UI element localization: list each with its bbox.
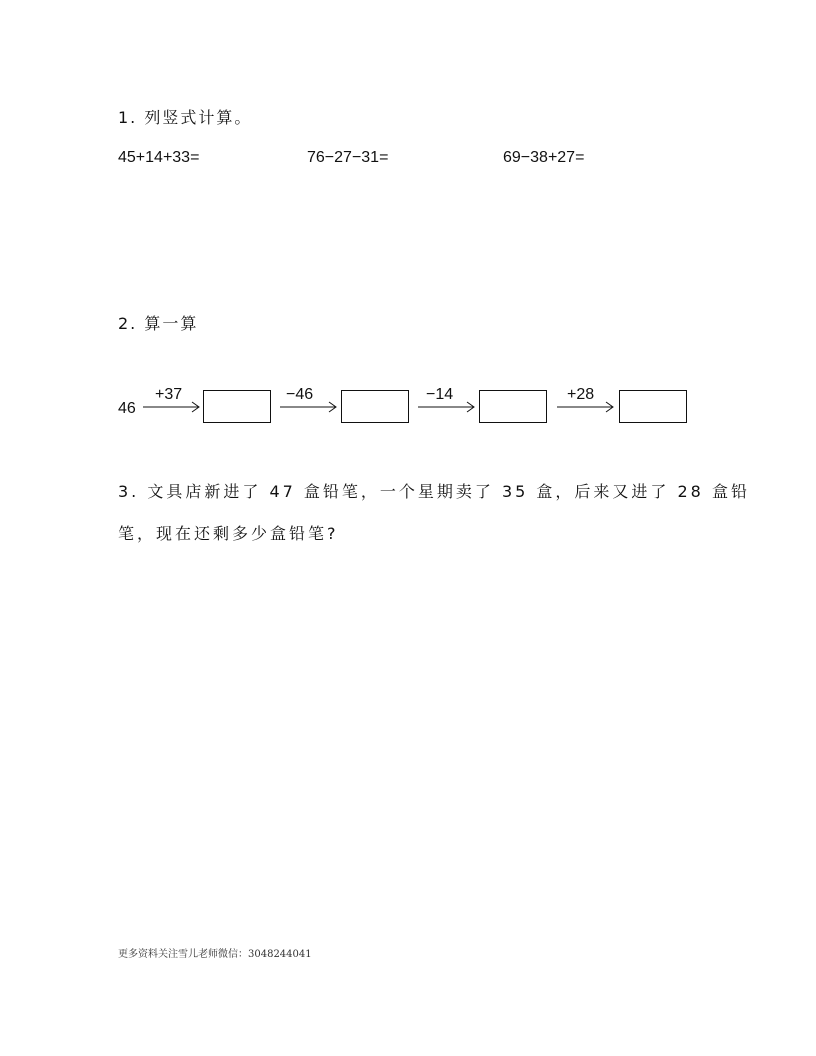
expression-2: 76−27−31= (307, 149, 389, 166)
operation-label-2: −46 (286, 386, 314, 403)
operation-label-3: −14 (426, 386, 454, 403)
expression-1: 45+14+33= (118, 149, 200, 166)
word-problem-line-2: 笔，现在还剩多少盒铅笔? (118, 524, 339, 543)
expression-3: 69−38+27= (503, 149, 585, 166)
footer-note: 更多资料关注雪儿老师微信：3048244041 (118, 949, 312, 960)
word-problem-line-1: 3. 文具店新进了 47 盒铅笔，一个星期卖了 35 盒，后来又进了 28 盒铅 (118, 482, 750, 501)
answer-box-3[interactable] (479, 390, 547, 423)
arrow-right-icon (280, 401, 338, 413)
answer-box-4[interactable] (619, 390, 687, 423)
arrow-right-icon (418, 401, 476, 413)
section-1-title: 1. 列竖式计算。 (118, 108, 253, 127)
operation-label-1: +37 (155, 386, 183, 403)
answer-box-1[interactable] (203, 390, 271, 423)
chain-start-number: 46 (118, 400, 136, 417)
arrow-right-icon (143, 401, 201, 413)
answer-box-2[interactable] (341, 390, 409, 423)
arrow-right-icon (557, 401, 615, 413)
section-2-title: 2. 算一算 (118, 314, 199, 333)
operation-label-4: +28 (567, 386, 595, 403)
